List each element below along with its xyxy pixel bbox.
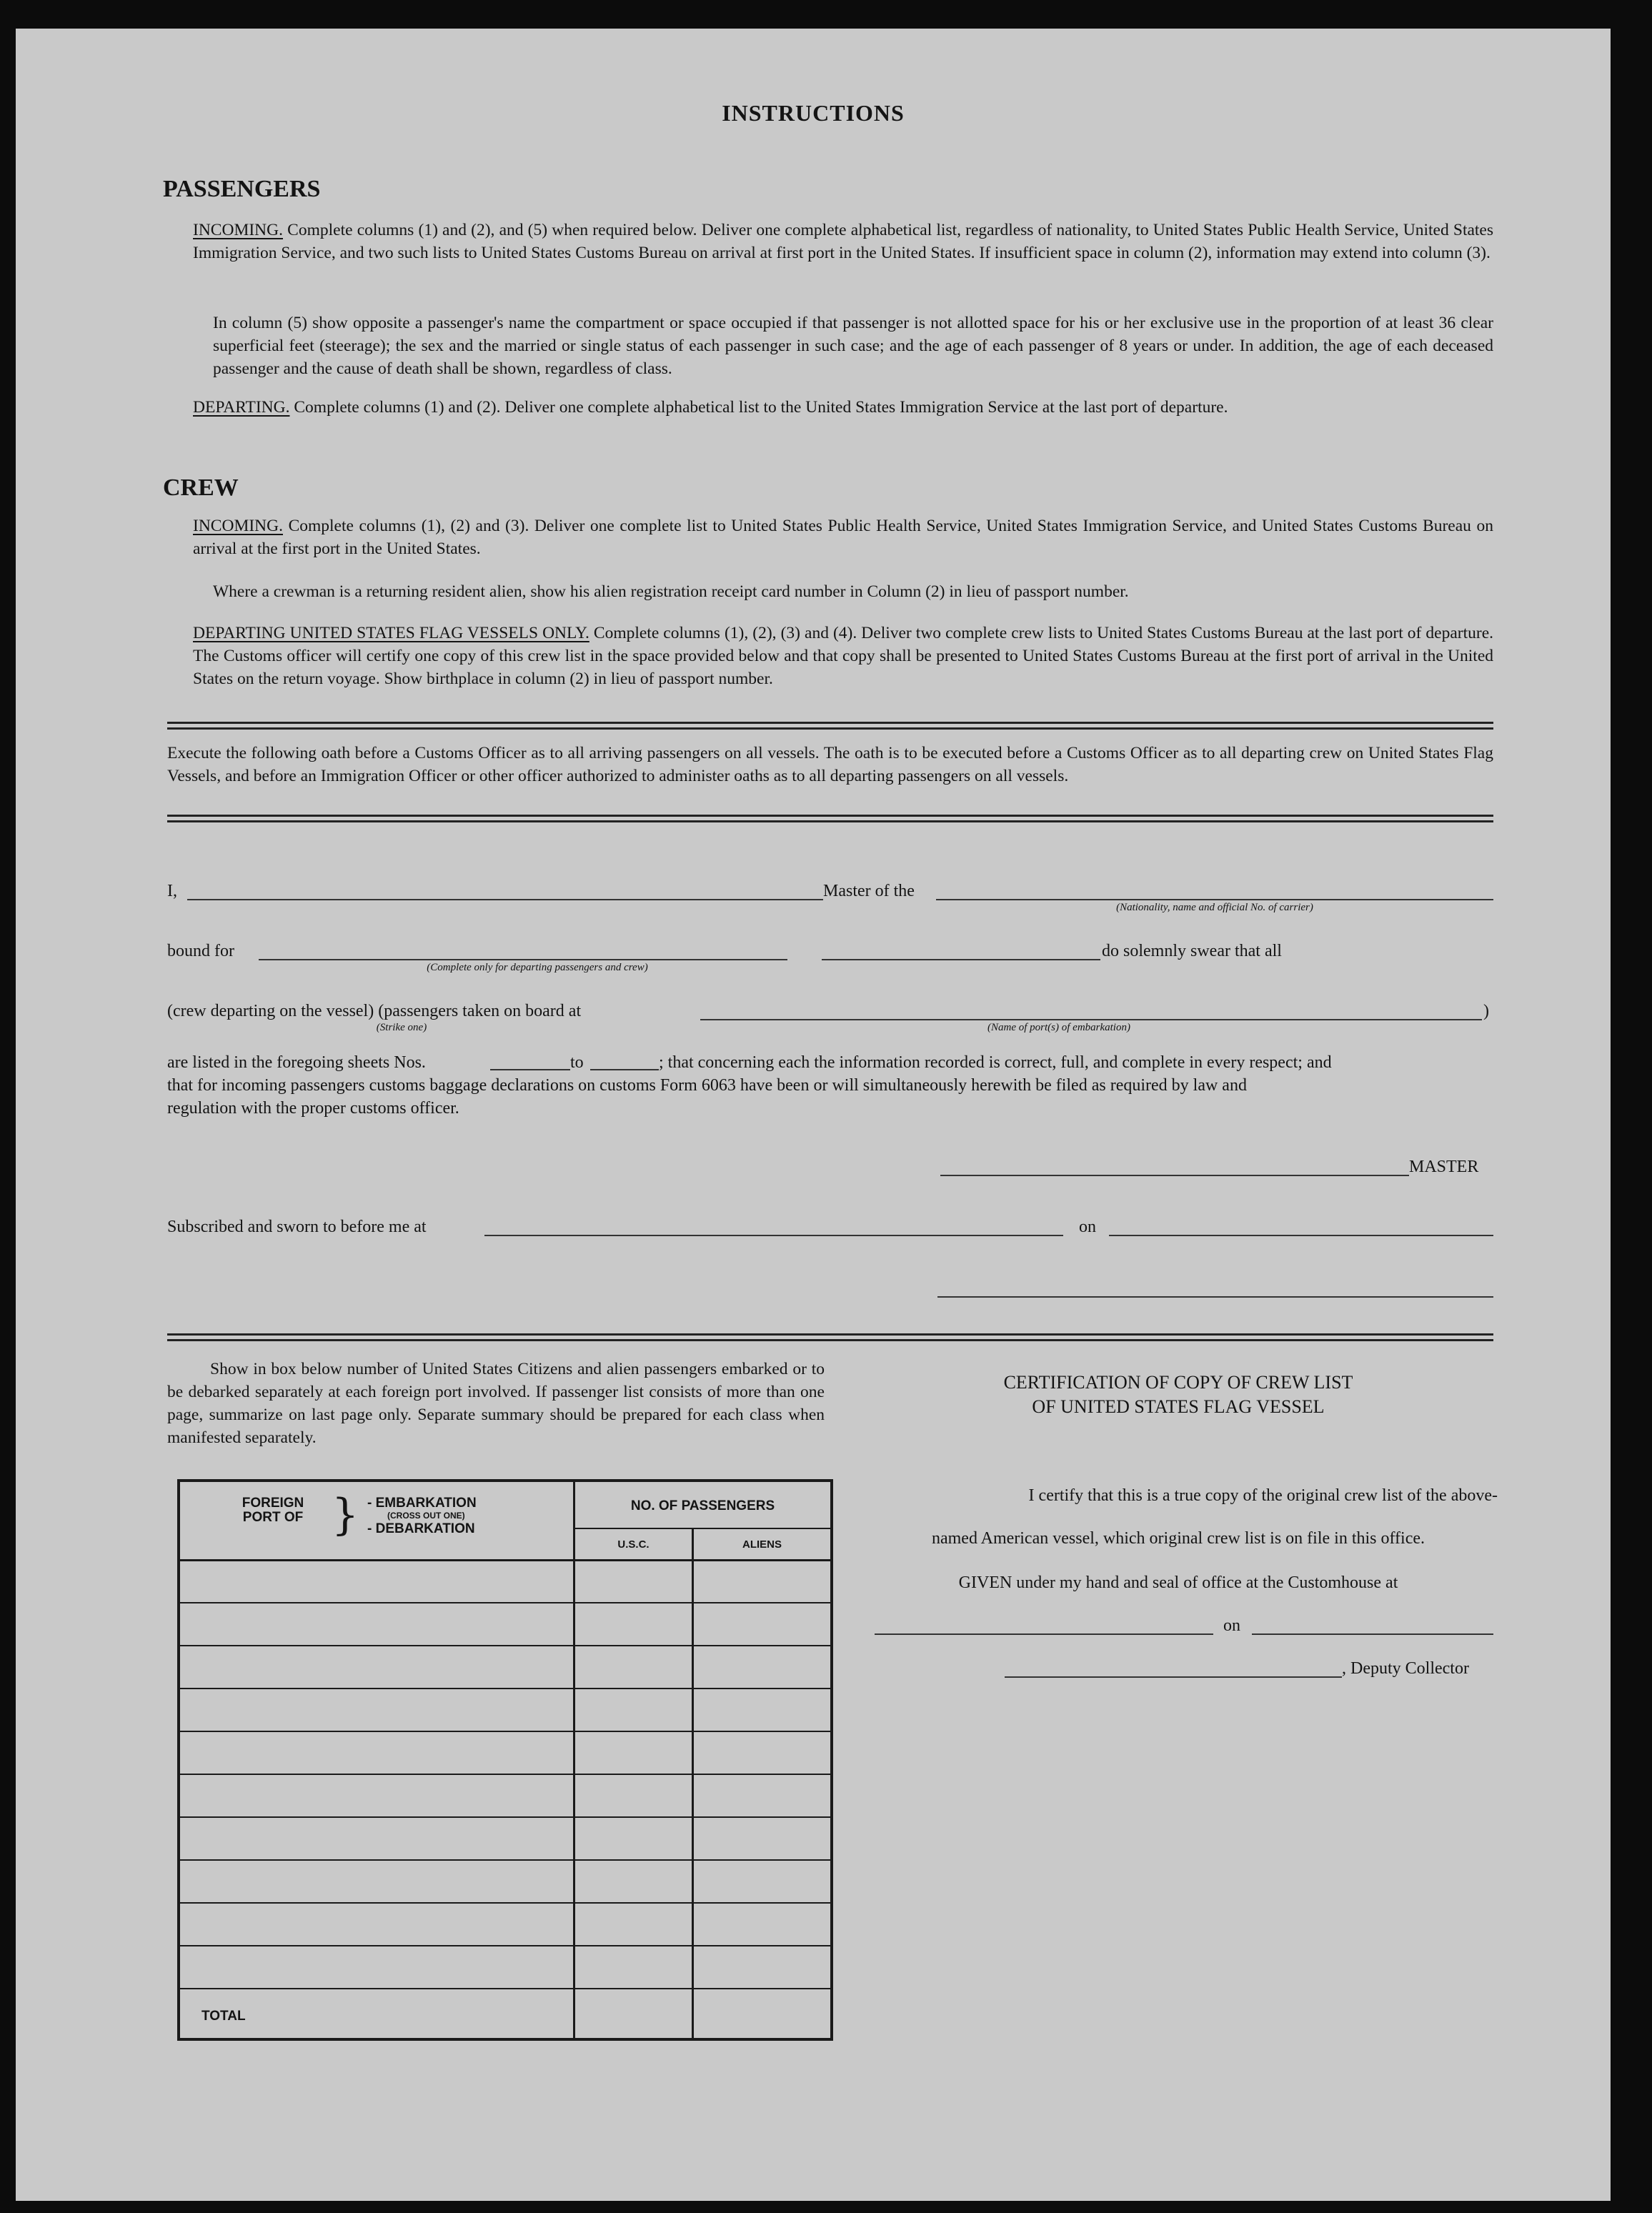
table-row-divider (180, 1859, 830, 1861)
certification-on-label: on (1223, 1616, 1240, 1635)
table-row-divider (180, 1816, 830, 1818)
passengers-departing-label: DEPARTING. (193, 398, 290, 417)
table-row-divider (180, 1602, 830, 1603)
oath-i-label: I, (167, 882, 177, 900)
port-embarkation-field[interactable] (700, 1019, 1482, 1020)
col-debarkation: - DEBARKATION (367, 1521, 475, 1536)
table-row-divider (180, 1988, 830, 1989)
passengers-incoming-label: INCOMING. (193, 221, 283, 239)
table-row-divider (180, 1688, 830, 1689)
carrier-field[interactable] (936, 899, 1493, 900)
master-label: MASTER (1409, 1158, 1479, 1176)
complete-only-caption: (Complete only for departing passengers and crew) (427, 962, 648, 973)
bound-for-field-2[interactable] (822, 959, 1100, 960)
brace-icon: } (332, 1490, 359, 1540)
crew-departing-paragraph (193, 622, 1493, 690)
form-page (16, 29, 1611, 2201)
passengers-incoming-text: Complete columns (1) and (2), and (5) when required below. Deliver one complete alphabetical list, regardless of nationality, to United States Public Health Service, United States Immigration Service, and two such lists to United States Customs Bureau on arrival at first port in the United States. If insufficient space in column (2), information may extend into column (3). (193, 221, 1494, 262)
crew-departing-label: DEPARTING UNITED STATES FLAG VESSELS ONLY. (193, 624, 589, 642)
sworn-date-field[interactable] (1109, 1235, 1493, 1236)
table-header-bottom (180, 1559, 830, 1561)
solemnly-swear-label: do solemnly swear that all (1102, 942, 1282, 960)
listed-rest-3: regulation with the proper customs officer. (167, 1099, 459, 1118)
listed-rest-2: that for incoming passengers customs baggage declarations on customs Form 6063 have been or will simultaneously herewith be filed as required by law and (167, 1076, 1247, 1095)
passengers-column5-paragraph: In column (5) show opposite a passenger's name the compartment or space occupied if that passenger is not allotted space for his or her exclusive use in the proportion of at least 36 clear superficial feet (steerage); the sex and the married or single status of each passenger in such case; and the age of each passenger of 8 years or under. In addition, the age of each deceased passenger and the cause of death shall be shown, regardless of class. (213, 314, 1493, 378)
crew-departing-text: Complete columns (1), (2), (3) and (4). Deliver two complete crew lists to United States Customs Bureau at the last port of departure. The Customs officer will certify one copy of this crew list in the space provided below and that copy shall be presented to United States Customs Bureau at the first port of arrival in the United States on the return voyage. Show birthplace in column (2) in lieu of passport number. (193, 624, 1493, 688)
master-signature-field[interactable] (940, 1175, 1409, 1176)
nationality-caption: (Nationality, name and official No. of carrier) (1116, 902, 1313, 913)
certification-heading-line-1: CERTIFICATION OF COPY OF CREW LIST (1003, 1372, 1353, 1393)
col-embarkation: - EMBARKATION (367, 1496, 477, 1511)
officer-signature-field[interactable] (937, 1296, 1493, 1298)
crew-incoming-paragraph (193, 514, 1493, 560)
deputy-signature-field[interactable] (1005, 1676, 1342, 1678)
crew-incoming-text: Complete columns (1), (2) and (3). Deliver one complete list to United States Public Health Service, United States Immigration Service, and United States Customs Bureau on arrival at the first port in the United States. (193, 517, 1493, 558)
strike-one-caption: (Strike one) (376, 1022, 427, 1033)
passengers-incoming-paragraph (193, 219, 1493, 264)
passengers-departing-text: Complete columns (1) and (2). Deliver one complete alphabetical list to the United States Immigration Service at the last port of departure. (294, 398, 1228, 417)
master-name-field[interactable] (187, 899, 823, 900)
listed-rest-1: ; that concerning each the information recorded is correct, full, and complete in every respect; and (659, 1053, 1332, 1072)
table-row-divider (180, 1731, 830, 1732)
table-row-divider (180, 1774, 830, 1775)
col-usc: U.S.C. (617, 1538, 650, 1551)
sheet-from-field[interactable] (490, 1069, 570, 1070)
table-row-divider (180, 1945, 830, 1946)
table-column-divider (573, 1482, 575, 2038)
sheet-to-field[interactable] (590, 1069, 659, 1070)
col-aliens: ALIENS (742, 1538, 782, 1551)
master-of-the-label: Master of the (823, 882, 915, 900)
divider-rule (167, 727, 1493, 730)
certification-date-field[interactable] (1252, 1633, 1493, 1635)
col-cross-out-one: (CROSS OUT ONE) (387, 1511, 465, 1521)
port-caption: (Name of port(s) of embarkation) (987, 1022, 1130, 1033)
divider-rule (167, 1339, 1493, 1341)
to-label: to (570, 1053, 584, 1072)
page-title: INSTRUCTIONS (722, 100, 905, 126)
certification-heading-line-2: OF UNITED STATES FLAG VESSEL (1032, 1396, 1325, 1417)
passengers-departing-paragraph (193, 396, 1493, 419)
certification-heading (859, 1371, 1498, 1419)
crew-incoming-label: INCOMING. (193, 517, 283, 535)
divider-rule (167, 1333, 1493, 1336)
listed-prefix: are listed in the foregoing sheets Nos. (167, 1053, 426, 1072)
summary-instruction: Show in box below number of United States Citizens and alien passengers embarked or to be debarked separately at each foreign port involved. If passenger list consists of more than one page, summarize on last page only. Separate summary should be prepared for each class when manifested separately. (167, 1360, 825, 1447)
table-header-divider (573, 1528, 830, 1529)
customhouse-field[interactable] (875, 1633, 1213, 1635)
crew-resident-paragraph: Where a crewman is a returning resident alien, show his alien registration receipt card number in Column (2) in lieu of passport number. (213, 582, 1129, 601)
table-column-divider (692, 1529, 694, 2038)
close-paren: ) (1483, 1002, 1489, 1020)
col-no-of-passengers: NO. OF PASSENGERS (630, 1498, 775, 1513)
sworn-on-label: on (1079, 1218, 1096, 1236)
passengers-heading: PASSENGERS (163, 176, 321, 202)
table-row-divider (180, 1902, 830, 1904)
total-label: TOTAL (201, 2009, 246, 2024)
subscribed-label: Subscribed and sworn to before me at (167, 1218, 427, 1236)
bound-for-label: bound for (167, 942, 234, 960)
certification-text-2: named American vessel, which original crew list is on file in this office. (931, 1529, 1425, 1548)
certification-text-1: I certify that this is a true copy of the original crew list of the above- (1028, 1486, 1498, 1505)
certification-given: GIVEN under my hand and seal of office at the Customhouse at (958, 1573, 1398, 1592)
divider-rule (167, 815, 1493, 817)
crew-heading: CREW (163, 474, 239, 501)
passenger-summary-table (177, 1479, 833, 2041)
deputy-collector-label: , Deputy Collector (1342, 1659, 1469, 1678)
divider-rule (167, 820, 1493, 822)
oath-instruction: Execute the following oath before a Customs Officer as to all arriving passengers on all vessels. The oath is to be executed before a Customs Officer as to all departing crew on United States Flag Vessels, and before an Immigration Officer or other officer authorized to administer oaths as to all departing passengers on all vessels. (167, 744, 1493, 785)
divider-rule (167, 722, 1493, 724)
crew-departing-label: (crew departing on the vessel) (passengers taken on board at (167, 1002, 582, 1020)
table-row-divider (180, 1645, 830, 1646)
bound-for-field[interactable] (259, 959, 787, 960)
col-foreign-port: FOREIGN PORT OF (242, 1496, 304, 1525)
sworn-place-field[interactable] (484, 1235, 1063, 1236)
